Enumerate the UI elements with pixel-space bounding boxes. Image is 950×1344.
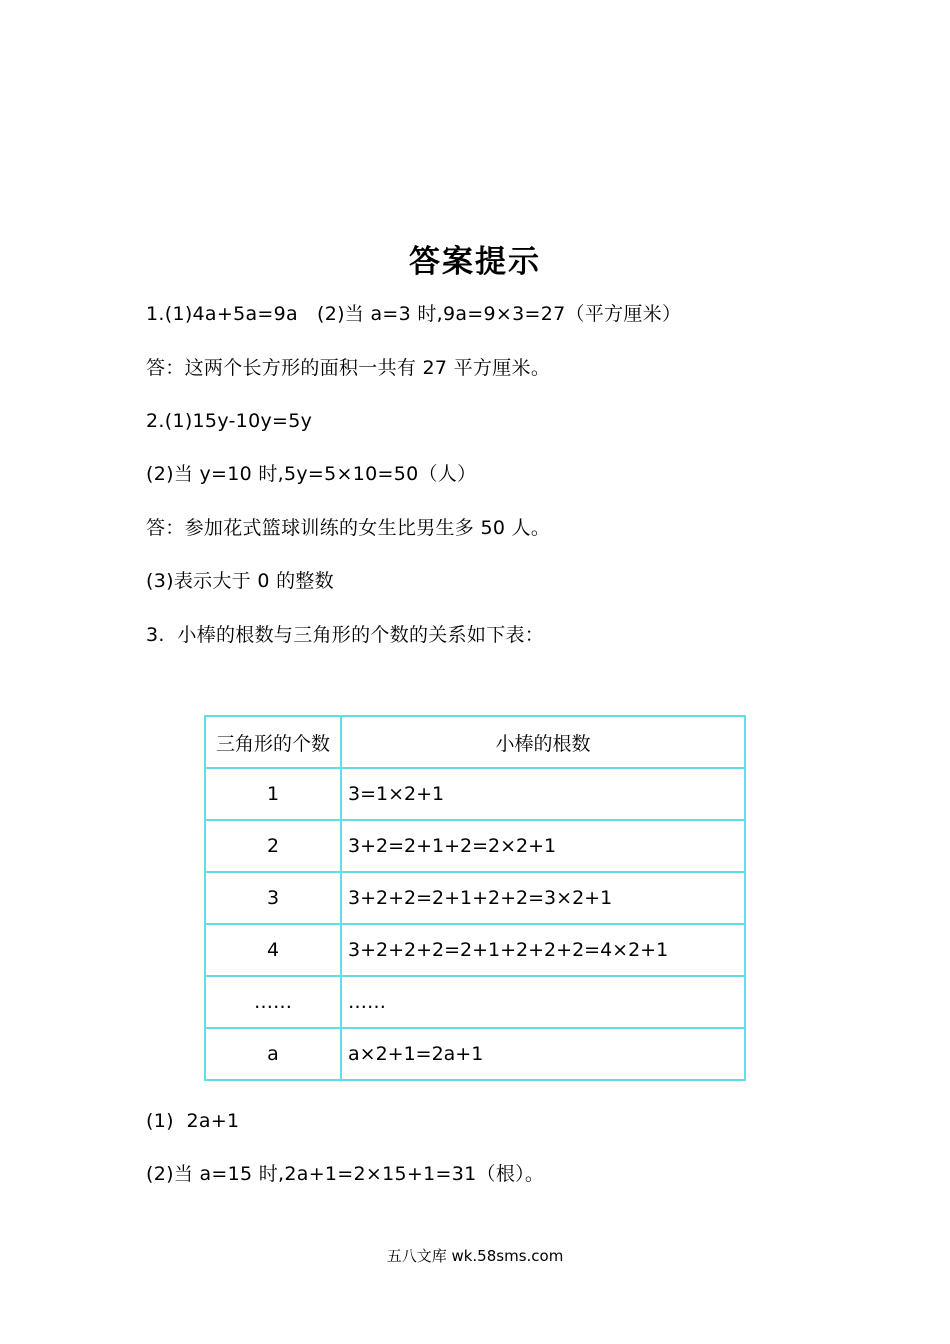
table-header-cell: 小棒的根数 [341,716,745,768]
answer-line-6: (3)表示大于 0 的整数 [146,570,334,592]
table-cell: …… [341,976,745,1028]
table-row [205,872,745,924]
answer-line-8: (1) 2a+1 [146,1110,240,1132]
answer-line-4: (2)当 y=10 时,5y=5×10=50（人） [146,463,477,485]
page-title: 答案提示 [409,244,541,280]
table-header-cell: 三角形的个数 [205,716,341,768]
answer-line-3: 2.(1)15y-10y=5y [146,410,313,432]
table-cell: a [205,1028,341,1080]
footer-watermark: 五八文库 wk.58sms.com [386,1247,564,1265]
table-cell: 3+2+2=2+1+2+2=3×2+1 [341,872,745,924]
table-cell: 1 [205,768,341,820]
table-row [205,976,745,1028]
answer-line-1: 1.(1)4a+5a=9a (2)当 a=3 时,9a=9×3=27（平方厘米） [146,303,682,325]
table-cell: 3+2+2+2=2+1+2+2+2=4×2+1 [341,924,745,976]
table-cell: 3 [205,872,341,924]
table-cell: 4 [205,924,341,976]
table-cell: a×2+1=2a+1 [341,1028,745,1080]
table-header-row [205,716,745,768]
table-row [205,924,745,976]
table-row [205,768,745,820]
answer-line-5: 答：参加花式篮球训练的女生比男生多 50 人。 [146,517,551,539]
answer-line-2: 答：这两个长方形的面积一共有 27 平方厘米。 [146,357,551,379]
table-cell: 3=1×2+1 [341,768,745,820]
table-cell: …… [205,976,341,1028]
table-row [205,1028,745,1080]
table-cell: 2 [205,820,341,872]
answer-line-7: 3. 小棒的根数与三角形的个数的关系如下表： [146,624,545,646]
answer-line-9: (2)当 a=15 时,2a+1=2×15+1=31（根）。 [146,1163,545,1185]
relation-table [204,715,746,1081]
table-cell: 3+2=2+1+2=2×2+1 [341,820,745,872]
table-row [205,820,745,872]
